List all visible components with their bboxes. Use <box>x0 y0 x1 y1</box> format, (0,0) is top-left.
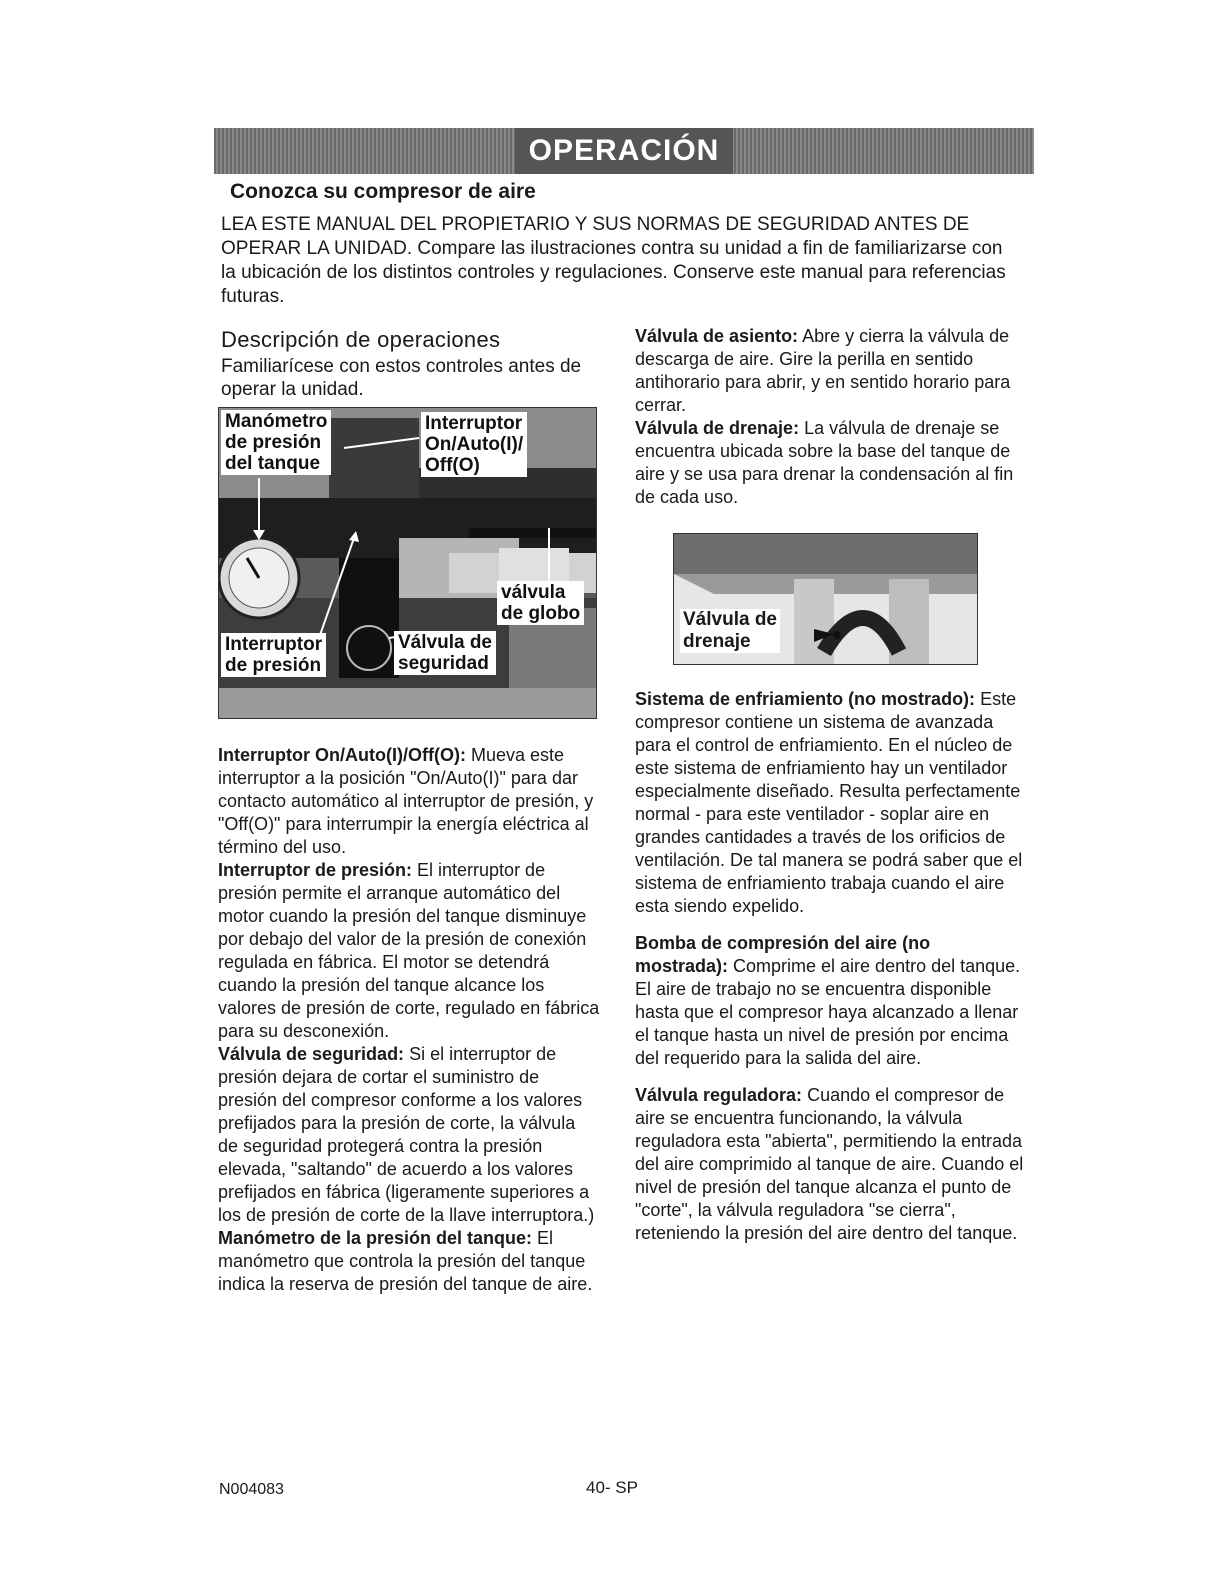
gauge-label <box>221 410 331 475</box>
desc-seat-valve: Válvula de asiento: Abre y cierra la válvula de descarga de aire. Gire la perilla en sentido antihorario para abrir, y en sentido horario para cerrar. <box>635 326 1011 415</box>
switch-label-line3: Off(O) <box>425 455 480 476</box>
section-banner <box>214 128 1034 174</box>
globe-label-line1: válvula <box>501 582 566 603</box>
gauge-label-line1: Manómetro <box>225 411 328 432</box>
safety-label-line2: seguridad <box>398 653 489 674</box>
switch-label <box>421 412 527 477</box>
document-code: N004083 <box>219 1481 284 1498</box>
gauge-label-line2: de presión <box>225 432 322 453</box>
section-heading: Conozca su compresor de aire <box>230 180 536 203</box>
operations-heading: Descripción de operaciones <box>221 327 501 352</box>
globe-valve-label <box>497 581 584 625</box>
pressure-switch-label-line1: Interruptor <box>225 634 323 655</box>
section-intro: LEA ESTE MANUAL DEL PROPIETARIO Y SUS NORMAS DE SEGURIDAD ANTES DE OPERAR LA UNIDAD. Compare las ilustraciones contra su unidad a fin de familiarizarse con la ubicación de los distintos controles y regulaciones. Conserve este manual para referencias futuras. <box>221 214 1006 307</box>
globe-label-line2: de globo <box>501 603 581 624</box>
gauge-label-line3: del tanque <box>225 453 321 474</box>
left-column <box>218 744 600 1296</box>
desc-on-auto-off: Interruptor On/Auto(I)/Off(O): Mueva este interruptor a la posición "On/Auto(I)" para dar contacto automático al interruptor de presión, y "Off(O)" para interrumpir la energía eléctrica al término del uso. <box>218 745 594 857</box>
switch-label-line1: Interruptor <box>425 413 523 434</box>
desc-regulator-valve: Válvula reguladora: Cuando el compresor de aire se encuentra funcionando, la válvula reguladora esta "abierta", permitiendo la entrada del aire comprimido al tanque de aire. Cuando el nivel de presión del tanque alcanza el punto de "corte", la válvula reguladora "se cierra", reteniendo la presión del aire dentro del tanque. <box>635 1085 1024 1243</box>
compressor-controls-photo <box>218 407 597 719</box>
drain-valve-label <box>680 609 780 653</box>
desc-air-pump: Bomba de compresión del aire (no mostrada): Comprime el aire dentro del tanque. El aire de trabajo no se encuentra disponible hasta que el compresor haya alcanzado a llenar el tanque hasta un nivel de presión por encima del requerido para la salida del aire. <box>635 933 1021 1068</box>
page-number: 40- SP <box>586 1478 638 1497</box>
banner-title: OPERACIÓN <box>515 128 734 174</box>
drain-label-line2: drenaje <box>683 631 751 652</box>
safety-valve-label <box>394 631 496 675</box>
right-column-bottom <box>635 688 1027 1245</box>
desc-safety-valve: Válvula de seguridad: Si el interruptor de presión dejara de cortar el suministro de presión del compresor conforme a los valores prefijados para la presión de corte, la válvula de seguridad protegerá contra la presión elevada, "saltando" de acuerdo a los valores prefijados en fábrica (ligeramente superiores a los de presión de corte de la llave interruptora.) <box>218 1044 595 1225</box>
safety-label-line1: Válvula de <box>398 632 492 653</box>
drain-label-line1: Válvula de <box>683 609 777 630</box>
pressure-switch-label-line2: de presión <box>225 655 322 676</box>
drain-valve-photo <box>673 533 978 665</box>
desc-tank-gauge: Manómetro de la presión del tanque: El manómetro que controla la presión del tanque indica la reserva de presión del tanque de aire. <box>218 1228 593 1294</box>
pressure-switch-label <box>221 633 326 677</box>
switch-label-line2: On/Auto(I)/ <box>425 434 524 455</box>
desc-pressure-switch: Interruptor de presión: El interruptor de presión permite el arranque automático del motor cuando la presión del tanque disminuye por debajo del valor de la presión de conexión regulada en fábrica. El motor se detendrá cuando la presión del tanque alcance los valores de presión de corte, regulado en fábrica para su desconexión. <box>218 860 600 1041</box>
desc-drain-valve: Válvula de drenaje: La válvula de drenaje se encuentra ubicada sobre la base del tanque de aire y se usa para drenar la condensación al fin de cada uso. <box>635 418 1014 507</box>
desc-cooling-system: Sistema de enfriamiento (no mostrado): Este compresor contiene un sistema de avanzada para el control de enfriamiento. En el núcleo de este sistema de enfriamiento hay un ventilador especialmente diseñado. Resulta perfectamente normal - para este ventilador - soplar aire en grandes cantidades a través de los orificios de ventilación. De tal manera se podrá saber que el sistema de enfriamiento trabaja cuando el aire esta siendo expelido. <box>635 689 1023 916</box>
operations-intro: Familiarícese con estos controles antes de operar la unidad. <box>221 356 582 400</box>
right-column-top <box>635 325 1025 509</box>
